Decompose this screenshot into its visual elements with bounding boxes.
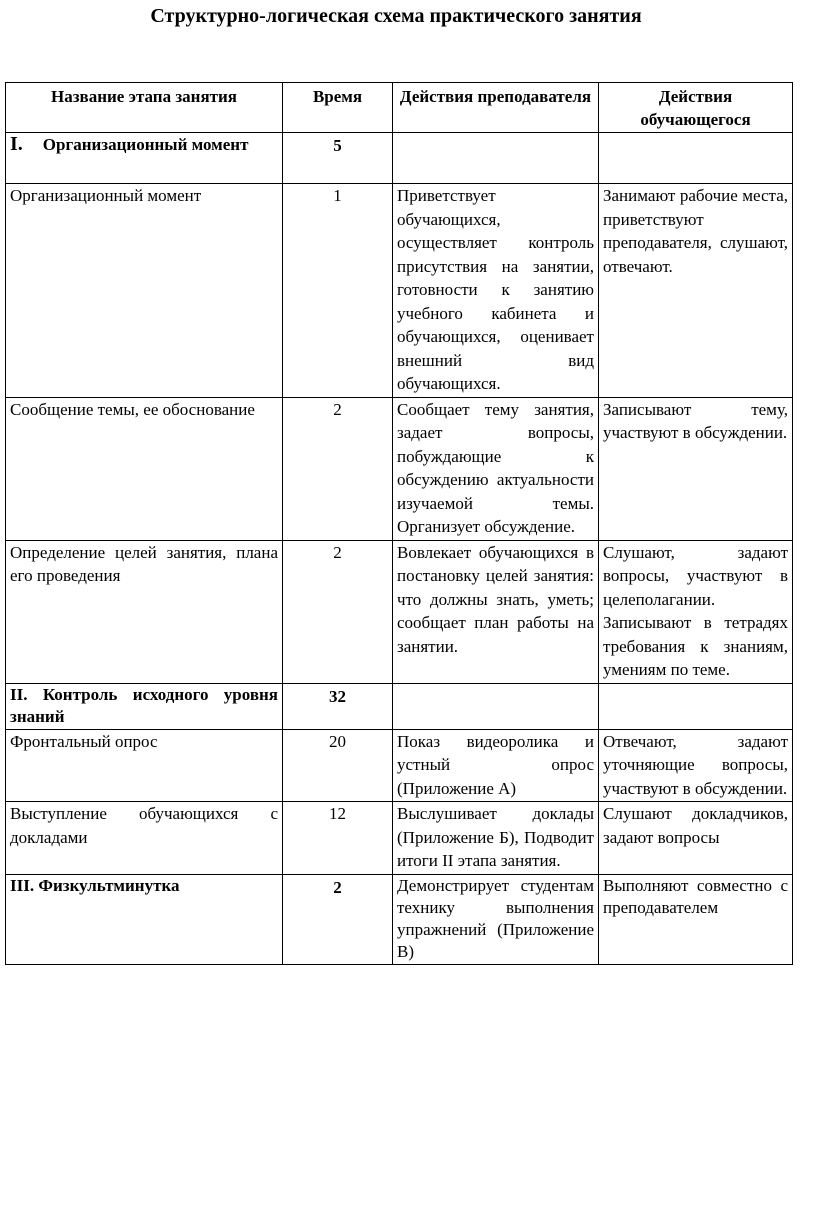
header-student-actions: Действия обучающегося [599,83,793,133]
student-cell: Слушают докладчиков, задают вопросы [599,802,793,875]
time-cell: 2 [283,874,393,964]
teacher-cell [393,133,599,184]
header-teacher-actions: Действия преподавателя [393,83,599,133]
student-cell [599,683,793,729]
time-cell: 2 [283,540,393,683]
time-cell: 12 [283,802,393,875]
student-cell: Слушают, задают вопросы, участвуют в целеполагании. Записывают в тетрадях требования к знаниям, умениям по теме. [599,540,793,683]
stage-cell: Сообщение темы, ее обоснование [6,397,283,540]
time-cell: 32 [283,683,393,729]
table-row [6,540,793,683]
stage-cell: Определение целей занятия, плана его проведения [6,540,283,683]
header-stage: Название этапа занятия [6,83,283,133]
time-cell: 20 [283,729,393,802]
lesson-schedule-table [5,82,793,965]
teacher-cell: Выслушивает доклады (Приложение Б), Подводит итоги II этапа занятия. [393,802,599,875]
table-header-row [6,83,793,133]
stage-cell: Фронтальный опрос [6,729,283,802]
header-time: Время [283,83,393,133]
teacher-cell: Показ видеоролика и устный опрос (Приложение А) [393,729,599,802]
time-cell: 2 [283,397,393,540]
stage-name: Организационный момент [42,135,249,154]
student-cell: Занимают рабочие места, приветствуют преподавателя, слушают, отвечают. [599,184,793,398]
stage-cell: III. Физкультминутка [6,874,283,964]
stage-cell: Выступление обучающихся с докладами [6,802,283,875]
stage-number: I. [10,133,23,155]
teacher-cell: Демонстрирует студентам технику выполнения упражнений (Приложение В) [393,874,599,964]
table-row [6,802,793,875]
teacher-cell [393,683,599,729]
table-row [6,184,793,398]
student-cell: Отвечают, задают уточняющие вопросы, участвуют в обсуждении. [599,729,793,802]
student-cell: Выполняют совместно с преподавателем [599,874,793,964]
teacher-cell: Сообщает тему занятия, задает вопросы, побуждающие к обсуждению актуальности изучаемой темы. Организует обсуждение. [393,397,599,540]
time-cell: 5 [283,133,393,184]
student-cell [599,133,793,184]
stage-cell: Организационный момент [6,184,283,398]
time-cell: 1 [283,184,393,398]
teacher-cell: Вовлекает обучающихся в постановку целей занятия: что должны знать, уметь; сообщает план работы на занятии. [393,540,599,683]
table-row [6,397,793,540]
stage-cell: II. Контроль исходного уровня знаний [6,683,283,729]
stage-cell [6,133,283,184]
table-row [6,729,793,802]
table-row [6,683,793,729]
document-title: Структурно-логическая схема практического занятия [150,5,642,27]
table-row [6,133,793,184]
student-cell: Записывают тему, участвуют в обсуждении. [599,397,793,540]
table-row [6,874,793,964]
teacher-cell: Приветствует обучающихся, осуществляет контроль присутствия на занятии, готовности к занятию учебного кабинета и обучающихся, оценивает внешний вид обучающихся. [393,184,599,398]
